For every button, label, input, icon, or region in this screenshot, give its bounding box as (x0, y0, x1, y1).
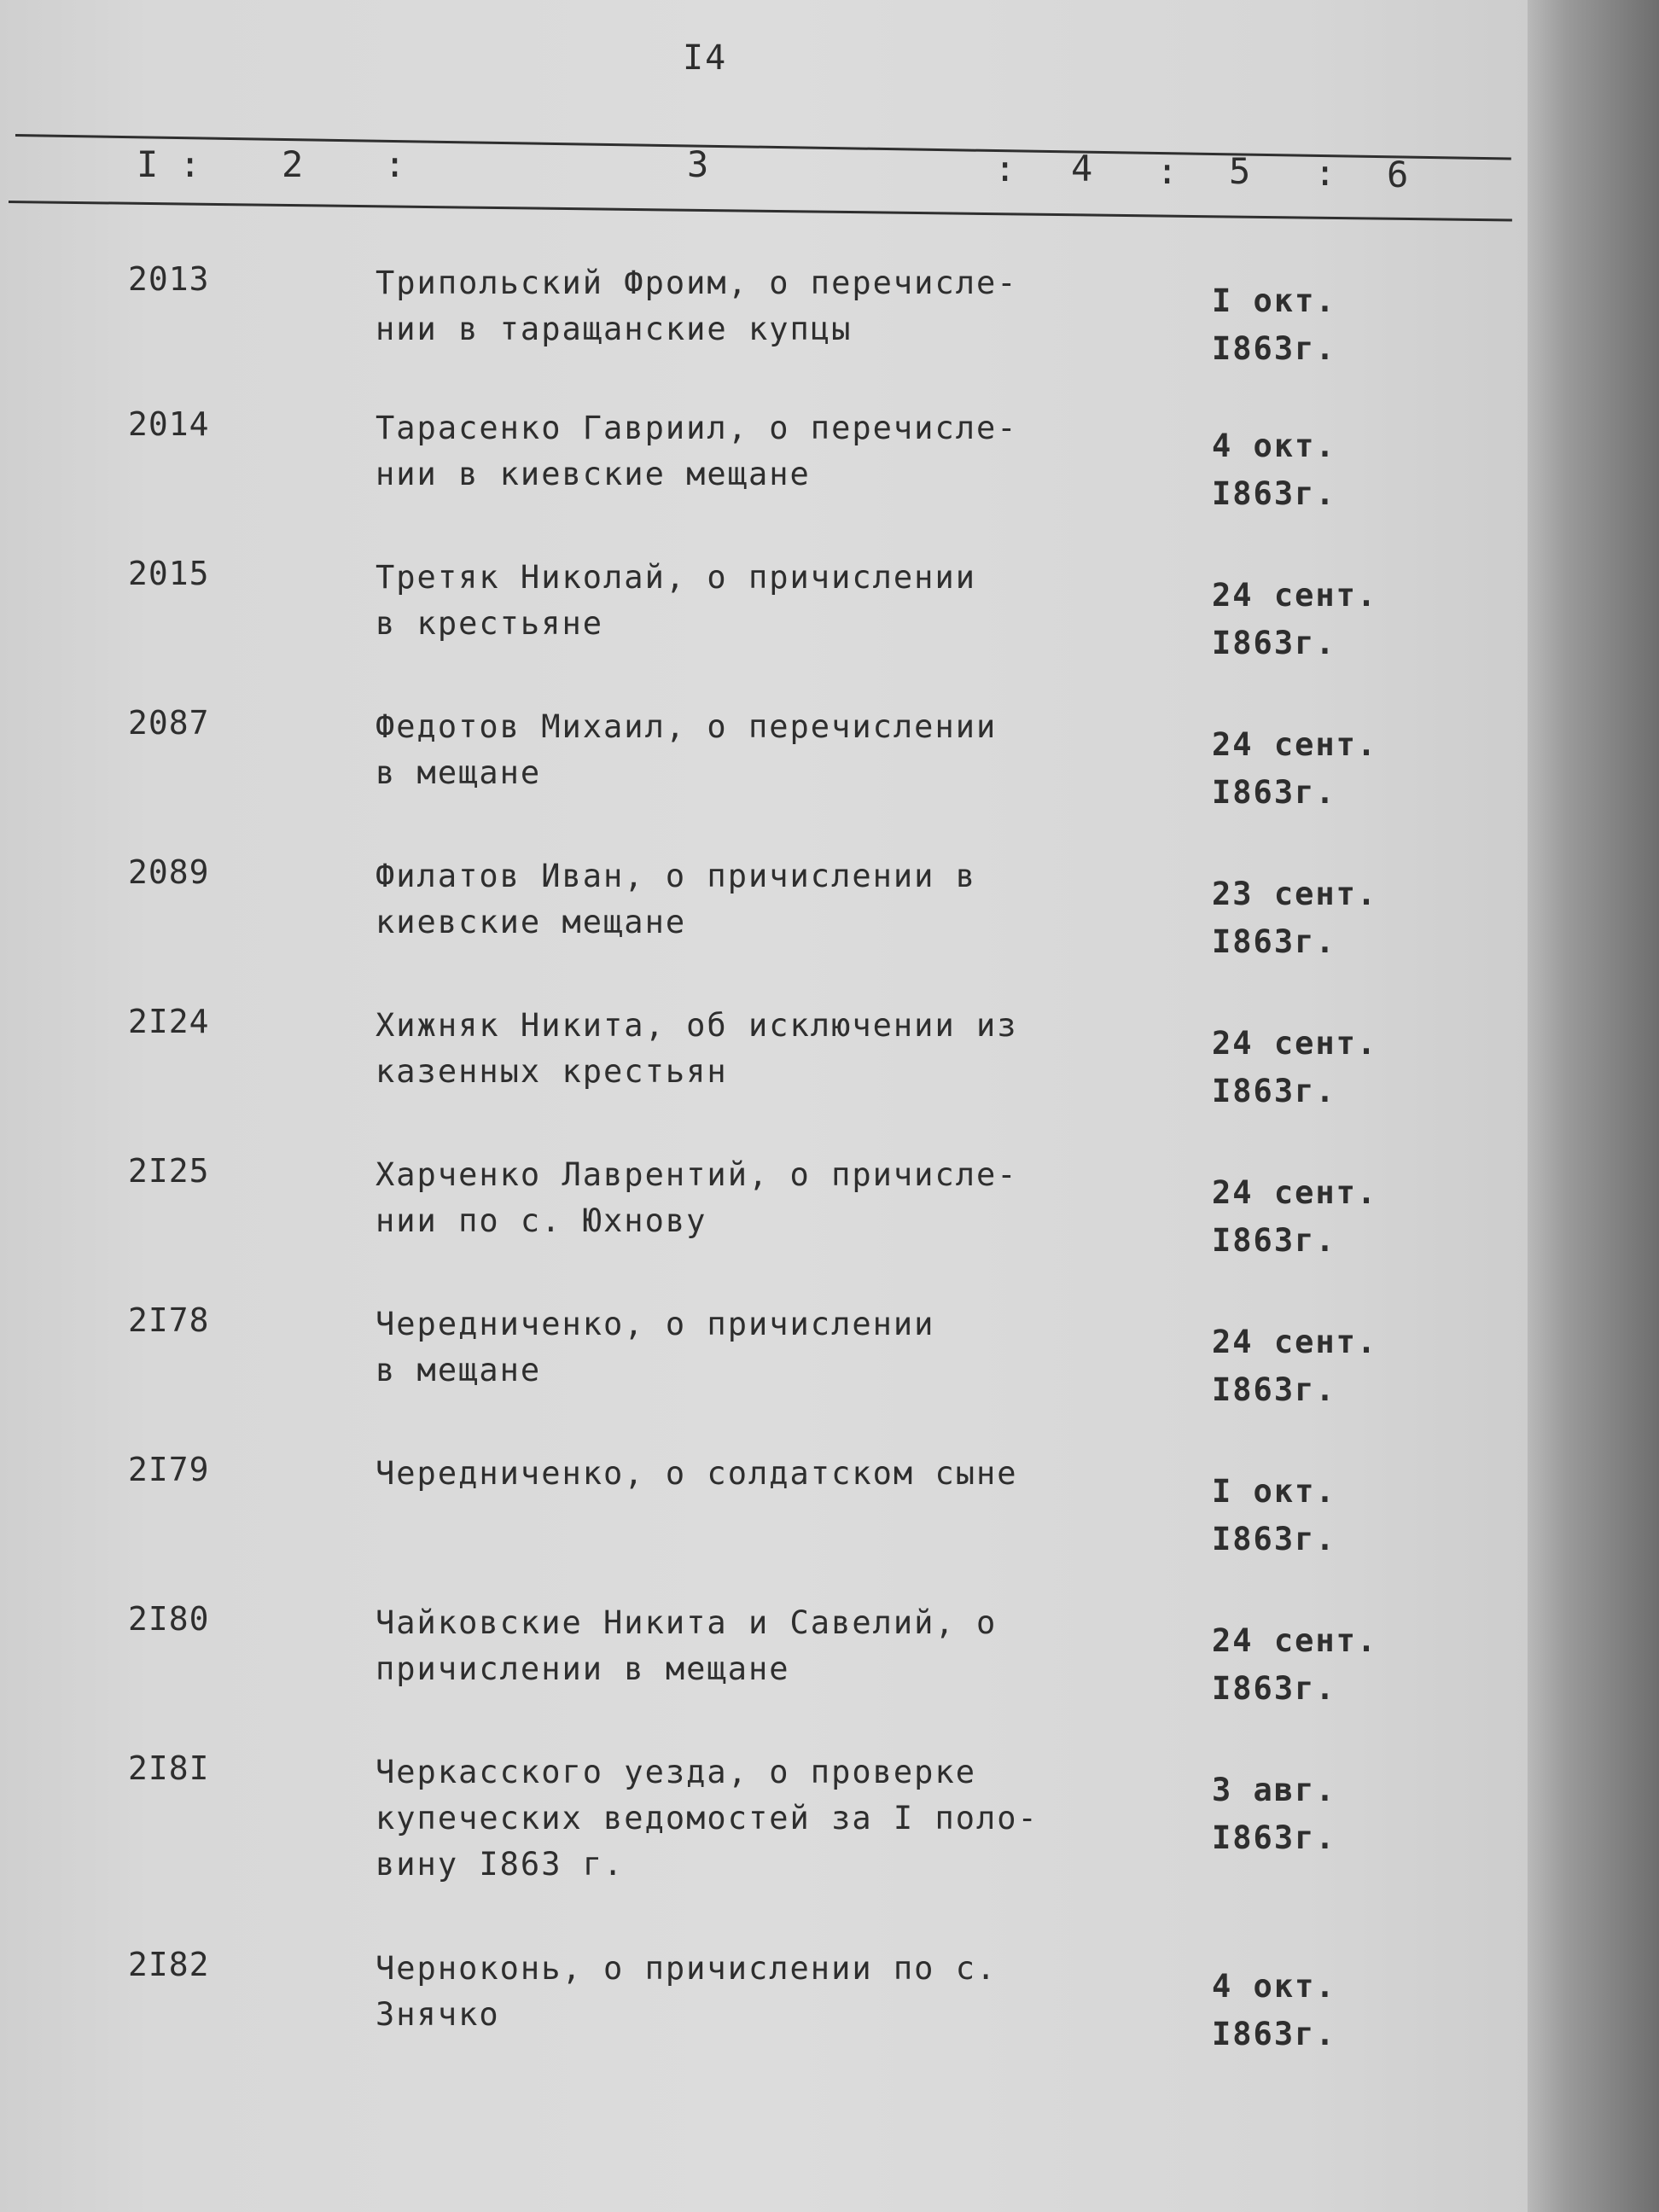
entry-description (375, 853, 1041, 946)
entry-date (1212, 422, 1336, 518)
date-year: I863г. (1212, 1222, 1336, 1259)
column-6-label: 6 (1387, 154, 1409, 195)
entry-date (1212, 1318, 1377, 1414)
column-separator: : (1314, 152, 1336, 194)
date-year: I863г. (1212, 923, 1336, 960)
entry-number: 2I80 (128, 1600, 210, 1638)
entry-description (375, 1600, 1041, 1692)
column-2-label: 2 (282, 143, 304, 185)
description-line: казенных крестьян (375, 1053, 728, 1090)
description-line: Чередниченко, о солдатском сыне (375, 1455, 1018, 1492)
column-1-label: I (137, 143, 159, 185)
date-day: 24 сент. (1212, 1025, 1378, 1062)
description-line: Тарасенко Гавриил, о перечисле- (375, 410, 1018, 446)
entry-number: 2I24 (128, 1003, 210, 1040)
date-year: I863г. (1212, 625, 1336, 661)
date-year: I863г. (1212, 1371, 1336, 1408)
entry-date (1212, 1617, 1377, 1713)
date-year: I863г. (1212, 330, 1336, 367)
entry-number: 2015 (128, 555, 210, 592)
description-line: Черноконь, о причислении по с. (375, 1950, 998, 1987)
date-year: I863г. (1212, 1819, 1336, 1856)
date-day: 24 сент. (1212, 1174, 1378, 1211)
entry-description (375, 1946, 1041, 2038)
description-line: нии в таращанские купцы (375, 311, 853, 347)
entry-description (375, 405, 1041, 498)
description-line: в мещане (375, 754, 542, 791)
date-year: I863г. (1212, 1670, 1336, 1707)
date-day: 24 сент. (1212, 1622, 1378, 1659)
entry-description (375, 555, 1041, 647)
entry-description (375, 1301, 1041, 1394)
entry-number: 2I78 (128, 1301, 210, 1339)
column-3-label: 3 (687, 143, 709, 185)
column-separator: : (1156, 150, 1179, 192)
description-line: Черкасского уезда, о проверке (375, 1754, 977, 1790)
column-separator: : (179, 143, 201, 185)
entry-number: 2I82 (128, 1946, 210, 1983)
page-number: I4 (683, 38, 728, 78)
entry-date (1212, 1169, 1377, 1265)
date-day: I окт. (1212, 1473, 1336, 1510)
column-4-label: 4 (1071, 148, 1093, 189)
description-line: Чередниченко, о причислении (375, 1306, 935, 1342)
description-line: вину I863 г. (375, 1846, 625, 1883)
description-line: причислении в мещане (375, 1650, 790, 1687)
entry-description (375, 260, 1041, 352)
description-line: Третяк Николай, о причислении (375, 559, 977, 596)
entry-number: 2014 (128, 405, 210, 443)
entry-number: 2089 (128, 853, 210, 891)
entry-date (1212, 277, 1336, 373)
entry-date (1212, 572, 1377, 667)
date-year: I863г. (1212, 774, 1336, 811)
description-line: в крестьяне (375, 605, 604, 642)
description-line: Хижняк Никита, об исключении из (375, 1007, 1018, 1044)
description-line: Чайковские Никита и Савелий, о (375, 1604, 998, 1641)
description-line: Знячко (375, 1996, 500, 2033)
entry-description (375, 1451, 1041, 1497)
date-day: 24 сент. (1212, 1324, 1378, 1360)
date-day: 3 авг. (1212, 1772, 1336, 1808)
date-year: I863г. (1212, 1073, 1336, 1109)
description-line: Филатов Иван, о причислении в (375, 858, 977, 894)
column-separator: : (384, 143, 406, 185)
date-day: 4 окт. (1212, 428, 1336, 464)
date-day: 4 окт. (1212, 1968, 1336, 2005)
date-day: 24 сент. (1212, 577, 1378, 614)
entry-date (1212, 1767, 1336, 1862)
entry-number: 2087 (128, 704, 210, 742)
entry-date (1212, 721, 1377, 817)
entry-date (1212, 1020, 1377, 1115)
date-year: I863г. (1212, 1521, 1336, 1557)
column-separator: : (994, 148, 1016, 189)
entry-date (1212, 1963, 1336, 2058)
description-line: нии по с. Юхнову (375, 1202, 707, 1239)
date-day: 24 сент. (1212, 726, 1378, 763)
entry-date (1212, 1468, 1336, 1563)
entry-description (375, 1003, 1041, 1095)
description-line: Харченко Лаврентий, о причисле- (375, 1156, 1018, 1193)
date-year: I863г. (1212, 475, 1336, 512)
description-line: в мещане (375, 1352, 542, 1388)
description-line: Трипольский Фроим, о перечисле- (375, 265, 1018, 301)
entry-number: 2I79 (128, 1451, 210, 1488)
entry-number: 2013 (128, 260, 210, 298)
date-day: I окт. (1212, 282, 1336, 319)
date-day: 23 сент. (1212, 876, 1378, 912)
date-year: I863г. (1212, 2016, 1336, 2052)
description-line: нии в киевские мещане (375, 456, 811, 492)
entry-number: 2I25 (128, 1152, 210, 1190)
description-line: купеческих ведомостей за I поло- (375, 1800, 1039, 1837)
column-5-label: 5 (1229, 150, 1251, 192)
background-edge (1528, 0, 1659, 2212)
entry-number: 2I8I (128, 1749, 210, 1787)
entry-description (375, 704, 1041, 796)
description-line: киевские мещане (375, 904, 687, 940)
entry-description (375, 1152, 1041, 1244)
header-rule-bottom (9, 201, 1512, 222)
description-line: Федотов Михаил, о перечислении (375, 708, 998, 745)
entry-description (375, 1749, 1041, 1888)
entry-date (1212, 870, 1377, 966)
column-header-row (0, 143, 1528, 195)
